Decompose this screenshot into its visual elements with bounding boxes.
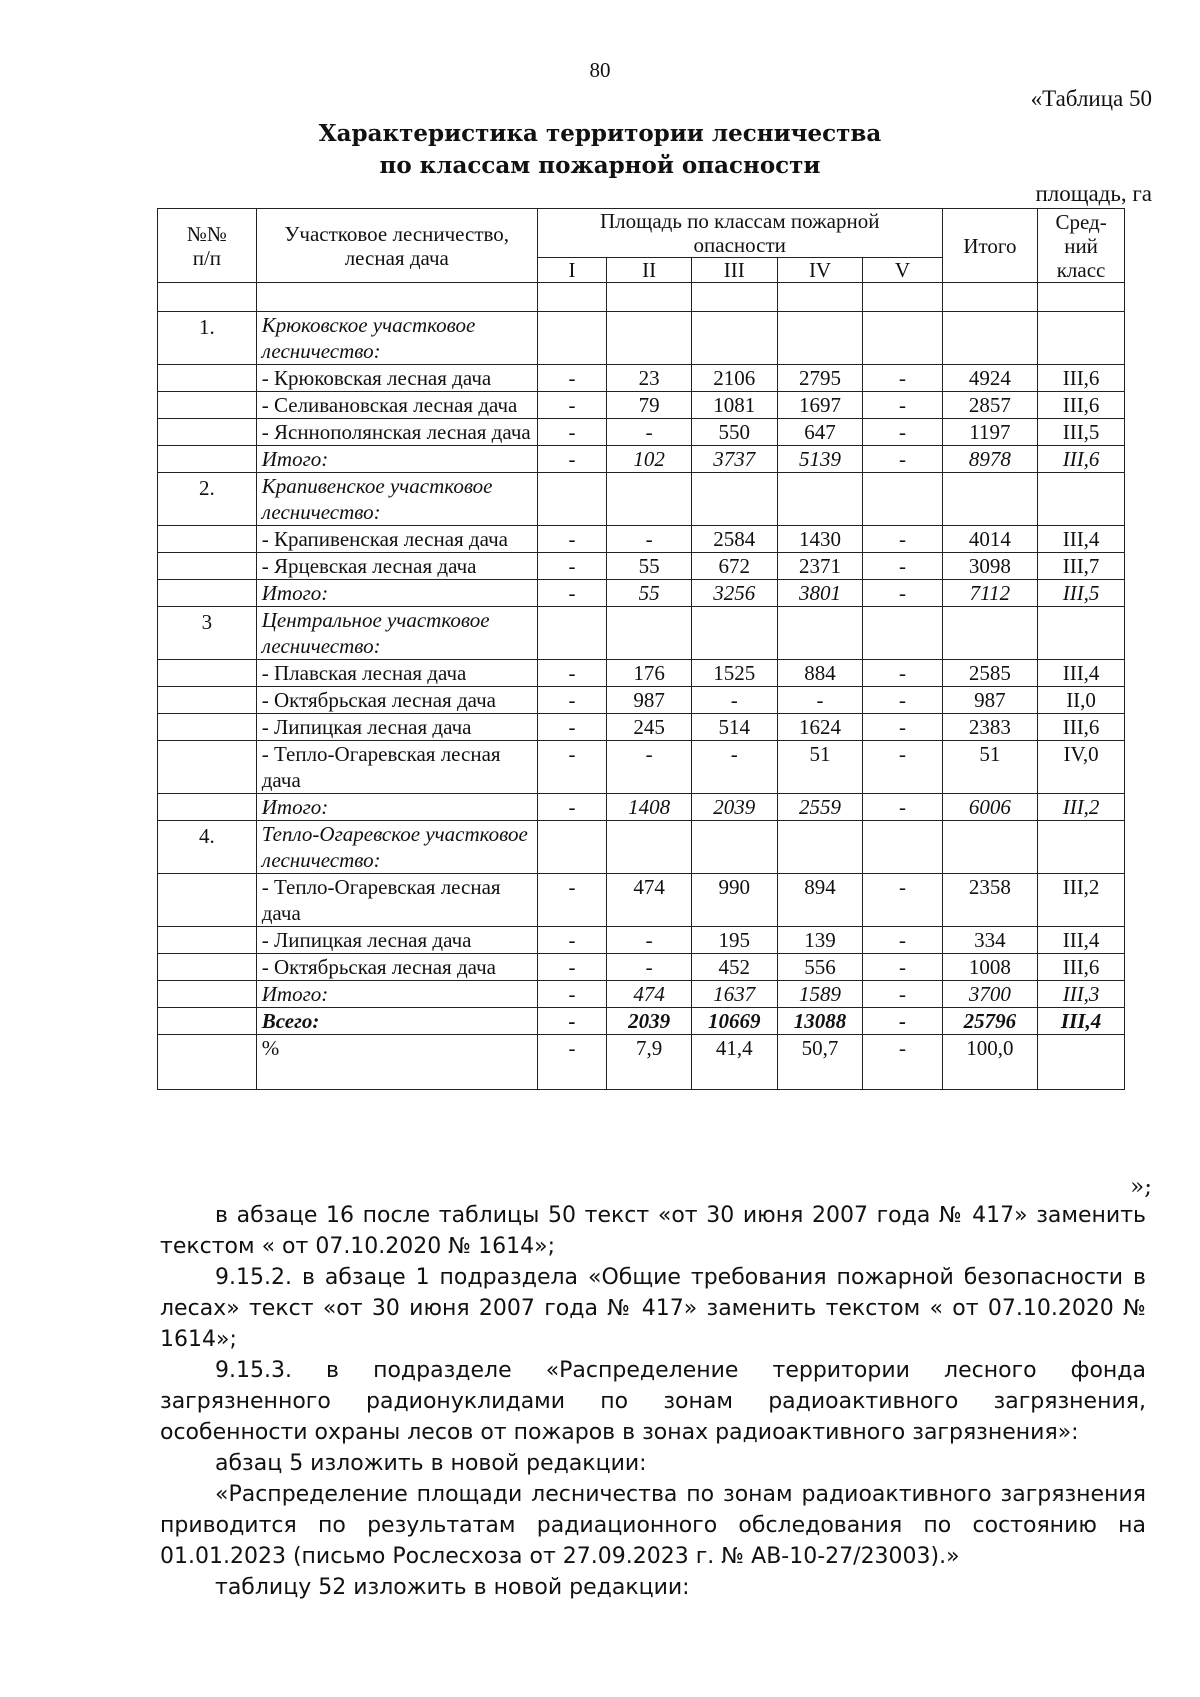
value-cell: 987 — [942, 687, 1038, 714]
value-cell: 1408 — [607, 794, 692, 821]
row-index — [158, 283, 257, 312]
row-name: Тепло-Огаревское участковое лесничество: — [256, 821, 537, 874]
row-name: Итого: — [256, 981, 537, 1008]
value-cell: 2371 — [777, 553, 863, 580]
value-cell: 1081 — [691, 392, 777, 419]
value-cell: 245 — [607, 714, 692, 741]
table-row — [158, 1035, 1125, 1090]
value-cell: III,2 — [1038, 794, 1125, 821]
value-cell — [607, 473, 692, 526]
paragraph: абзац 5 изложить в новой редакции: — [215, 1451, 647, 1476]
value-cell: 5139 — [777, 446, 863, 473]
header-area-group: Площадь по классам пожарной опасности — [537, 209, 942, 258]
table-row — [158, 954, 1125, 981]
value-cell: 50,7 — [777, 1035, 863, 1090]
body-text — [160, 1200, 1146, 1603]
value-cell: 195 — [691, 927, 777, 954]
value-cell: - — [863, 794, 942, 821]
value-cell: III,4 — [1038, 660, 1125, 687]
paragraph: таблицу 52 изложить в новой редакции: — [215, 1575, 690, 1600]
value-cell: 1525 — [691, 660, 777, 687]
value-cell: 2584 — [691, 526, 777, 553]
value-cell: 2106 — [691, 365, 777, 392]
value-cell — [1038, 607, 1125, 660]
value-cell — [777, 607, 863, 660]
paragraph: 9.15.3. в подразделе «Распределение территории лесного фонда загрязненного радионуклидами по зонам радиоактивного загрязнения, особенности охраны лесов от пожаров в зонах радиоактивного загрязнения»: — [160, 1358, 1146, 1445]
row-name: - Липицкая лесная дача — [256, 714, 537, 741]
value-cell: III,3 — [1038, 981, 1125, 1008]
value-cell: - — [777, 687, 863, 714]
value-cell — [537, 821, 606, 874]
row-index — [158, 794, 257, 821]
value-cell — [537, 312, 606, 365]
value-cell: 4014 — [942, 526, 1038, 553]
value-cell — [1038, 821, 1125, 874]
value-cell: III,6 — [1038, 714, 1125, 741]
value-cell: 23 — [607, 365, 692, 392]
paragraph: в абзаце 16 после таблицы 50 текст «от 30 июня 2007 года № 417» заменить текстом « от 07.10.2020 № 1614»; — [160, 1203, 1146, 1259]
value-cell: 514 — [691, 714, 777, 741]
value-cell: - — [537, 553, 606, 580]
row-index — [158, 714, 257, 741]
value-cell: 7,9 — [607, 1035, 692, 1090]
table-row — [158, 526, 1125, 553]
row-index — [158, 927, 257, 954]
value-cell: - — [691, 687, 777, 714]
value-cell: 2559 — [777, 794, 863, 821]
value-cell: III,4 — [1038, 1008, 1125, 1035]
value-cell: - — [863, 526, 942, 553]
row-name: Итого: — [256, 794, 537, 821]
value-cell: 2857 — [942, 392, 1038, 419]
value-cell: 2383 — [942, 714, 1038, 741]
table-row — [158, 687, 1125, 714]
row-index: 1. — [158, 312, 257, 365]
value-cell: - — [537, 687, 606, 714]
row-name: - Октябрьская лесная дача — [256, 954, 537, 981]
value-cell — [777, 312, 863, 365]
value-cell — [942, 821, 1038, 874]
value-cell: 647 — [777, 419, 863, 446]
value-cell: 139 — [777, 927, 863, 954]
value-cell: - — [863, 741, 942, 794]
value-cell: 3801 — [777, 580, 863, 607]
value-cell: - — [863, 660, 942, 687]
value-cell: - — [537, 660, 606, 687]
value-cell — [863, 821, 942, 874]
value-cell: 10669 — [691, 1008, 777, 1035]
value-cell — [777, 283, 863, 312]
value-cell: - — [537, 1035, 606, 1090]
value-cell: 1430 — [777, 526, 863, 553]
value-cell — [691, 312, 777, 365]
value-cell: - — [863, 981, 942, 1008]
value-cell — [777, 473, 863, 526]
value-cell: - — [863, 1008, 942, 1035]
table-row — [158, 365, 1125, 392]
value-cell: - — [863, 927, 942, 954]
header-avg-class: Сред- ний класс — [1038, 209, 1125, 283]
value-cell: - — [537, 981, 606, 1008]
row-index — [158, 954, 257, 981]
value-cell: 25796 — [942, 1008, 1038, 1035]
row-name: - Ясннополянская лесная дача — [256, 419, 537, 446]
row-name: - Липицкая лесная дача — [256, 927, 537, 954]
value-cell: 672 — [691, 553, 777, 580]
header-total: Итого — [942, 209, 1038, 283]
value-cell — [607, 821, 692, 874]
value-cell: III,4 — [1038, 927, 1125, 954]
row-index — [158, 419, 257, 446]
row-index — [158, 660, 257, 687]
value-cell: - — [863, 954, 942, 981]
value-cell — [607, 312, 692, 365]
table-row — [158, 392, 1125, 419]
value-cell: 1637 — [691, 981, 777, 1008]
unit-label: площадь, га — [1035, 181, 1152, 206]
row-name: - Крюковская лесная дача — [256, 365, 537, 392]
value-cell: III,2 — [1038, 874, 1125, 927]
row-index — [158, 687, 257, 714]
value-cell: - — [863, 553, 942, 580]
row-name: Центральное участковое лесничество: — [256, 607, 537, 660]
value-cell: 51 — [942, 741, 1038, 794]
value-cell — [537, 473, 606, 526]
value-cell: 987 — [607, 687, 692, 714]
table-row — [158, 714, 1125, 741]
value-cell: 550 — [691, 419, 777, 446]
value-cell: III,5 — [1038, 419, 1125, 446]
value-cell — [942, 312, 1038, 365]
closing-quote: »; — [1130, 1174, 1152, 1200]
value-cell: 2039 — [607, 1008, 692, 1035]
row-name: - Плавская лесная дача — [256, 660, 537, 687]
value-cell — [1038, 1035, 1125, 1090]
row-name: Крапивенское участковое лесничество: — [256, 473, 537, 526]
value-cell: - — [537, 526, 606, 553]
header-class-3: III — [691, 258, 777, 283]
value-cell: II,0 — [1038, 687, 1125, 714]
row-index: 2. — [158, 473, 257, 526]
value-cell: - — [537, 927, 606, 954]
table-row — [158, 981, 1125, 1008]
value-cell: - — [537, 446, 606, 473]
value-cell: 79 — [607, 392, 692, 419]
value-cell: 3737 — [691, 446, 777, 473]
page-number: 80 — [589, 58, 611, 82]
value-cell: - — [863, 687, 942, 714]
title-line-1: Характеристика территории лесничества — [318, 120, 882, 147]
value-cell: 474 — [607, 981, 692, 1008]
table-row — [158, 419, 1125, 446]
value-cell — [863, 473, 942, 526]
value-cell: 51 — [777, 741, 863, 794]
value-cell: 452 — [691, 954, 777, 981]
value-cell — [942, 283, 1038, 312]
value-cell: III,4 — [1038, 526, 1125, 553]
table-title — [0, 118, 1200, 182]
row-index — [158, 1008, 257, 1035]
value-cell — [942, 473, 1038, 526]
value-cell — [1038, 473, 1125, 526]
value-cell — [691, 473, 777, 526]
value-cell — [1038, 312, 1125, 365]
row-name: - Тепло-Огаревская лесная дача — [256, 741, 537, 794]
value-cell: 556 — [777, 954, 863, 981]
table-row — [158, 580, 1125, 607]
value-cell — [1038, 283, 1125, 312]
row-index — [158, 741, 257, 794]
value-cell: - — [863, 419, 942, 446]
value-cell: 55 — [607, 553, 692, 580]
value-cell: - — [537, 365, 606, 392]
value-cell: III,6 — [1038, 392, 1125, 419]
value-cell: III,6 — [1038, 446, 1125, 473]
row-name: Всего: — [256, 1008, 537, 1035]
value-cell: - — [607, 741, 692, 794]
value-cell: - — [607, 927, 692, 954]
value-cell: - — [863, 365, 942, 392]
row-name: - Селивановская лесная дача — [256, 392, 537, 419]
value-cell: - — [863, 714, 942, 741]
row-index — [158, 446, 257, 473]
header-class-1: I — [537, 258, 606, 283]
value-cell — [691, 821, 777, 874]
table-row — [158, 607, 1125, 660]
header-name: Участковое лесничество, лесная дача — [256, 209, 537, 283]
value-cell — [863, 283, 942, 312]
value-cell: 2795 — [777, 365, 863, 392]
value-cell — [691, 283, 777, 312]
table-row — [158, 283, 1125, 312]
value-cell: - — [863, 446, 942, 473]
value-cell: 2585 — [942, 660, 1038, 687]
value-cell: 1197 — [942, 419, 1038, 446]
value-cell: 41,4 — [691, 1035, 777, 1090]
value-cell: - — [537, 392, 606, 419]
value-cell: - — [863, 580, 942, 607]
value-cell: 100,0 — [942, 1035, 1038, 1090]
value-cell: 176 — [607, 660, 692, 687]
table-row — [158, 312, 1125, 365]
row-index: 3 — [158, 607, 257, 660]
value-cell: 1008 — [942, 954, 1038, 981]
value-cell: 7112 — [942, 580, 1038, 607]
header-class-4: IV — [777, 258, 863, 283]
value-cell: 334 — [942, 927, 1038, 954]
value-cell — [691, 607, 777, 660]
row-index — [158, 981, 257, 1008]
value-cell: - — [863, 392, 942, 419]
row-index — [158, 553, 257, 580]
table-row — [158, 446, 1125, 473]
value-cell — [863, 607, 942, 660]
value-cell — [607, 607, 692, 660]
value-cell: 3700 — [942, 981, 1038, 1008]
value-cell: III,7 — [1038, 553, 1125, 580]
value-cell: III,5 — [1038, 580, 1125, 607]
value-cell — [777, 821, 863, 874]
row-index — [158, 365, 257, 392]
table-row — [158, 927, 1125, 954]
table-row — [158, 660, 1125, 687]
value-cell: - — [607, 419, 692, 446]
value-cell: III,6 — [1038, 365, 1125, 392]
value-cell: 894 — [777, 874, 863, 927]
value-cell: 8978 — [942, 446, 1038, 473]
row-index — [158, 580, 257, 607]
row-index — [158, 526, 257, 553]
row-name: % — [256, 1035, 537, 1090]
value-cell: 1697 — [777, 392, 863, 419]
value-cell: - — [537, 741, 606, 794]
value-cell: 990 — [691, 874, 777, 927]
value-cell: - — [607, 954, 692, 981]
row-index — [158, 392, 257, 419]
value-cell — [537, 283, 606, 312]
value-cell — [607, 283, 692, 312]
value-cell: - — [691, 741, 777, 794]
value-cell: 4924 — [942, 365, 1038, 392]
value-cell: 6006 — [942, 794, 1038, 821]
fire-danger-table — [157, 208, 1125, 1090]
header-num: №№ п/п — [158, 209, 257, 283]
value-cell: - — [537, 874, 606, 927]
value-cell: 13088 — [777, 1008, 863, 1035]
row-name: Итого: — [256, 446, 537, 473]
value-cell: 884 — [777, 660, 863, 687]
value-cell — [863, 312, 942, 365]
table-row — [158, 473, 1125, 526]
value-cell — [537, 607, 606, 660]
row-name — [256, 283, 537, 312]
row-name: - Крапивенская лесная дача — [256, 526, 537, 553]
header-class-2: II — [607, 258, 692, 283]
row-name: Крюковское участковое лесничество: — [256, 312, 537, 365]
value-cell: IV,0 — [1038, 741, 1125, 794]
table-label: «Таблица 50 — [1030, 86, 1152, 111]
value-cell: 474 — [607, 874, 692, 927]
row-name: - Октябрьская лесная дача — [256, 687, 537, 714]
table-row — [158, 794, 1125, 821]
value-cell: 1624 — [777, 714, 863, 741]
value-cell: 55 — [607, 580, 692, 607]
header-class-5: V — [863, 258, 942, 283]
value-cell: - — [537, 794, 606, 821]
value-cell — [942, 607, 1038, 660]
value-cell: - — [537, 714, 606, 741]
value-cell: III,6 — [1038, 954, 1125, 981]
row-index: 4. — [158, 821, 257, 874]
row-name: - Ярцевская лесная дача — [256, 553, 537, 580]
value-cell: - — [537, 1008, 606, 1035]
value-cell: 102 — [607, 446, 692, 473]
value-cell: - — [863, 874, 942, 927]
row-index — [158, 874, 257, 927]
value-cell: 2039 — [691, 794, 777, 821]
table-row — [158, 1008, 1125, 1035]
value-cell: - — [537, 954, 606, 981]
value-cell: - — [863, 1035, 942, 1090]
value-cell: 1589 — [777, 981, 863, 1008]
value-cell: - — [537, 580, 606, 607]
title-line-2: по классам пожарной опасности — [379, 152, 821, 179]
row-index — [158, 1035, 257, 1090]
value-cell: 3098 — [942, 553, 1038, 580]
table-row — [158, 741, 1125, 794]
paragraph: 9.15.2. в абзаце 1 подраздела «Общие требования пожарной безопасности в лесах» текст «от 30 июня 2007 года № 417» заменить текстом « от 07.10.2020 № 1614»; — [160, 1265, 1146, 1352]
row-name: Итого: — [256, 580, 537, 607]
table-row — [158, 553, 1125, 580]
value-cell: 2358 — [942, 874, 1038, 927]
row-name: - Тепло-Огаревская лесная дача — [256, 874, 537, 927]
value-cell: - — [607, 526, 692, 553]
table-row — [158, 821, 1125, 874]
table-row — [158, 874, 1125, 927]
value-cell: 3256 — [691, 580, 777, 607]
value-cell: - — [537, 419, 606, 446]
paragraph: «Распределение площади лесничества по зонам радиоактивного загрязнения приводится по результатам радиационного обследования по состоянию на 01.01.2023 (письмо Рослесхоза от 27.09.2023 г. № АВ-10-27/23003).» — [160, 1482, 1146, 1569]
